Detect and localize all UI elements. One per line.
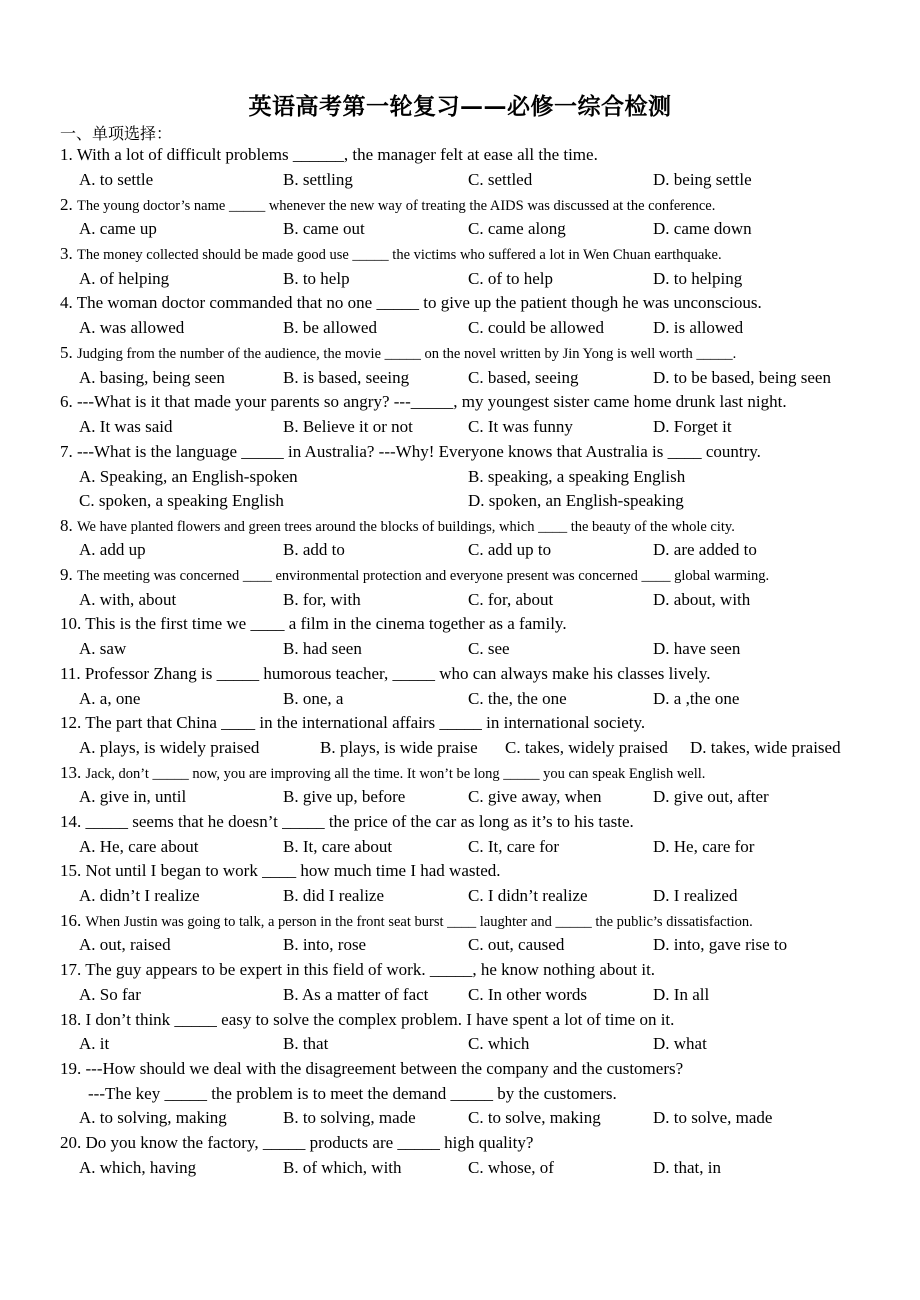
question-16: [60, 911, 753, 931]
option-d: D. give out, after: [653, 787, 769, 806]
option-c: C. which: [468, 1034, 530, 1053]
question-1: [60, 145, 598, 165]
option-c: C. I didn’t realize: [468, 886, 588, 905]
question-stem: The guy appears to be expert in this field of work. _____, he know nothing about it.: [85, 960, 656, 979]
question-number: 8.: [60, 516, 73, 535]
option-a: A. which, having: [79, 1158, 197, 1177]
question-6: [60, 392, 787, 412]
option-c: C. see: [468, 639, 510, 658]
option-a: A. didn’t I realize: [79, 886, 200, 905]
question-5: [60, 343, 736, 363]
option-d: D. takes, wide praised: [690, 738, 841, 757]
option-d: D. I realized: [653, 886, 738, 905]
option-a: A. So far: [79, 985, 141, 1004]
option-b: B. did I realize: [283, 886, 385, 905]
option-c: C. for, about: [468, 590, 554, 609]
question-12: [60, 713, 645, 733]
question-number: 3.: [60, 244, 73, 263]
option-d: D. spoken, an English-speaking: [468, 491, 684, 510]
option-a: A. It was said: [79, 417, 173, 436]
question-number: 12.: [60, 713, 82, 732]
question-number: 20.: [60, 1133, 82, 1152]
option-b: B. to solving, made: [283, 1108, 416, 1127]
option-c: C. to solve, making: [468, 1108, 601, 1127]
option-c: C. It, care for: [468, 837, 560, 856]
option-b: B. into, rose: [283, 935, 367, 954]
question-stem: ---What is the language _____ in Australia? ---Why! Everyone knows that Australia is ____ country.: [77, 442, 761, 461]
question-15: [60, 861, 501, 881]
option-b: B. that: [283, 1034, 329, 1053]
option-d: D. to be based, being seen: [653, 368, 831, 387]
option-c: C. could be allowed: [468, 318, 604, 337]
section-heading: 一、单项选择：: [60, 124, 173, 143]
option-a: A. to solving, making: [79, 1108, 227, 1127]
question-19: [60, 1059, 683, 1079]
option-c: C. the, the one: [468, 689, 567, 708]
question-number: 15.: [60, 861, 82, 880]
option-b: B. of which, with: [283, 1158, 402, 1177]
question-11: [60, 664, 711, 684]
option-d: D. have seen: [653, 639, 741, 658]
question-7: [60, 442, 761, 462]
question-stem: The money collected should be made good use _____ the victims who suffered a lot in Wen Chuan earthquake.: [77, 247, 722, 263]
question-stem: Professor Zhang is _____ humorous teacher, _____ who can always make his classes lively.: [84, 664, 711, 683]
option-d: D. into, gave rise to: [653, 935, 788, 954]
question-17: [60, 960, 655, 980]
question-4: [60, 293, 762, 313]
question-stem: We have planted flowers and green trees around the blocks of buildings, which ____ the beauty of the whole city.: [77, 519, 735, 535]
question-2: [60, 195, 715, 215]
question-13: [60, 763, 705, 783]
option-d: D. to solve, made: [653, 1108, 773, 1127]
option-c: C. takes, widely praised: [505, 738, 668, 757]
question-number: 7.: [60, 442, 73, 461]
option-a: A. basing, being seen: [79, 368, 225, 387]
option-b: B. add to: [283, 540, 345, 559]
option-c: C. It was funny: [468, 417, 573, 436]
option-b: B. speaking, a speaking English: [468, 467, 686, 486]
option-c: C. based, seeing: [468, 368, 579, 387]
option-b: B. Believe it or not: [283, 417, 413, 436]
option-b: B. came out: [283, 219, 365, 238]
question-number: 11.: [60, 664, 81, 683]
option-d: D. being settle: [653, 170, 752, 189]
option-c: C. give away, when: [468, 787, 602, 806]
question-number: 9.: [60, 565, 73, 584]
option-d: D. is allowed: [653, 318, 744, 337]
option-c: C. In other words: [468, 985, 587, 1004]
option-c: C. add up to: [468, 540, 552, 559]
option-b: B. is based, seeing: [283, 368, 410, 387]
question-stem: ---How should we deal with the disagreement between the company and the customers?: [85, 1059, 684, 1078]
question-number: 4.: [60, 293, 73, 312]
question-number: 13.: [60, 763, 82, 782]
option-d: D. came down: [653, 219, 752, 238]
option-a: A. of helping: [79, 269, 170, 288]
question-number: 17.: [60, 960, 82, 979]
option-c: C. spoken, a speaking English: [79, 491, 284, 510]
question-stem: _____ seems that he doesn’t _____ the price of the car as long as it’s to his taste.: [85, 812, 634, 831]
question-stem: I don’t think _____ easy to solve the complex problem. I have spent a lot of time on it.: [85, 1010, 675, 1029]
question-8: [60, 516, 735, 536]
question-stem: With a lot of difficult problems ______, the manager felt at ease all the time.: [76, 145, 598, 164]
option-c: C. came along: [468, 219, 566, 238]
question-number: 16.: [60, 911, 82, 930]
option-a: A. with, about: [79, 590, 177, 609]
option-a: A. it: [79, 1034, 110, 1053]
option-b: B. It, care about: [283, 837, 393, 856]
question-10: [60, 614, 567, 634]
question-stem: The meeting was concerned ____ environmental protection and everyone present was concerned ____ global warming.: [77, 568, 770, 584]
question-9: [60, 565, 769, 585]
question-stem: Judging from the number of the audience, the movie _____ on the novel written by Jin Yong is well worth _____.: [77, 346, 737, 362]
question-number: 2.: [60, 195, 73, 214]
question-number: 6.: [60, 392, 73, 411]
option-a: A. He, care about: [79, 837, 199, 856]
question-stem: Do you know the factory, _____ products are _____ high quality?: [85, 1133, 534, 1152]
question-20: [60, 1133, 533, 1153]
question-stem: ---What is it that made your parents so angry? ---_____, my youngest sister came home drunk last night.: [77, 392, 787, 411]
option-a: A. saw: [79, 639, 127, 658]
question-number: 10.: [60, 614, 82, 633]
option-b: B. plays, is wide praise: [320, 738, 478, 757]
option-d: D. In all: [653, 985, 710, 1004]
question-number: 14.: [60, 812, 82, 831]
option-c: C. settled: [468, 170, 533, 189]
question-number: 1.: [60, 145, 73, 164]
question-stem: Jack, don’t _____ now, you are improving all the time. It won’t be long _____ you can speak English well.: [85, 766, 706, 782]
question-stem: The woman doctor commanded that no one _____ to give up the patient though he was unconscious.: [76, 293, 762, 312]
option-b: B. had seen: [283, 639, 362, 658]
option-a: A. to settle: [79, 170, 154, 189]
question-stem: This is the first time we ____ a film in the cinema together as a family.: [85, 614, 567, 633]
option-b: B. to help: [283, 269, 350, 288]
question-stem: When Justin was going to talk, a person in the front seat burst ____ laughter and _____ the public’s dissatisfaction.: [85, 914, 753, 930]
question-stem: The young doctor’s name _____ whenever the new way of treating the AIDS was discussed at the conference.: [77, 198, 716, 214]
page-title: 英语高考第一轮复习——必修一综合检测: [248, 93, 672, 120]
option-b: B. be allowed: [283, 318, 377, 337]
option-a: A. give in, until: [79, 787, 187, 806]
option-a: A. Speaking, an English-spoken: [79, 467, 298, 486]
question-stem: Not until I began to work ____ how much time I had wasted.: [85, 861, 501, 880]
option-d: D. what: [653, 1034, 707, 1053]
option-a: A. came up: [79, 219, 157, 238]
question-number: 19.: [60, 1059, 82, 1078]
option-d: D. Forget it: [653, 417, 732, 436]
option-b: B. for, with: [283, 590, 361, 609]
option-b: B. As a matter of fact: [283, 985, 429, 1004]
option-b: B. settling: [283, 170, 353, 189]
option-d: D. a ,the one: [653, 689, 740, 708]
option-c: C. out, caused: [468, 935, 565, 954]
question-number: 18.: [60, 1010, 82, 1029]
option-a: A. a, one: [79, 689, 141, 708]
option-d: D. to helping: [653, 269, 743, 288]
question-number: 5.: [60, 343, 73, 362]
option-a: A. was allowed: [79, 318, 185, 337]
option-b: B. one, a: [283, 689, 344, 708]
question-18: [60, 1010, 674, 1030]
question-stem-line-2: ---The key _____ the problem is to meet the demand _____ by the customers.: [88, 1084, 617, 1103]
option-d: D. He, care for: [653, 837, 755, 856]
option-d: D. about, with: [653, 590, 751, 609]
option-a: A. add up: [79, 540, 146, 559]
option-c: C. whose, of: [468, 1158, 554, 1177]
option-a: A. out, raised: [79, 935, 171, 954]
question-3: [60, 244, 722, 264]
option-d: D. are added to: [653, 540, 757, 559]
question-stem: The part that China ____ in the international affairs _____ in international society.: [85, 713, 646, 732]
option-a: A. plays, is widely praised: [79, 738, 260, 757]
option-b: B. give up, before: [283, 787, 406, 806]
question-14: [60, 812, 634, 832]
option-c: C. of to help: [468, 269, 553, 288]
option-d: D. that, in: [653, 1158, 721, 1177]
